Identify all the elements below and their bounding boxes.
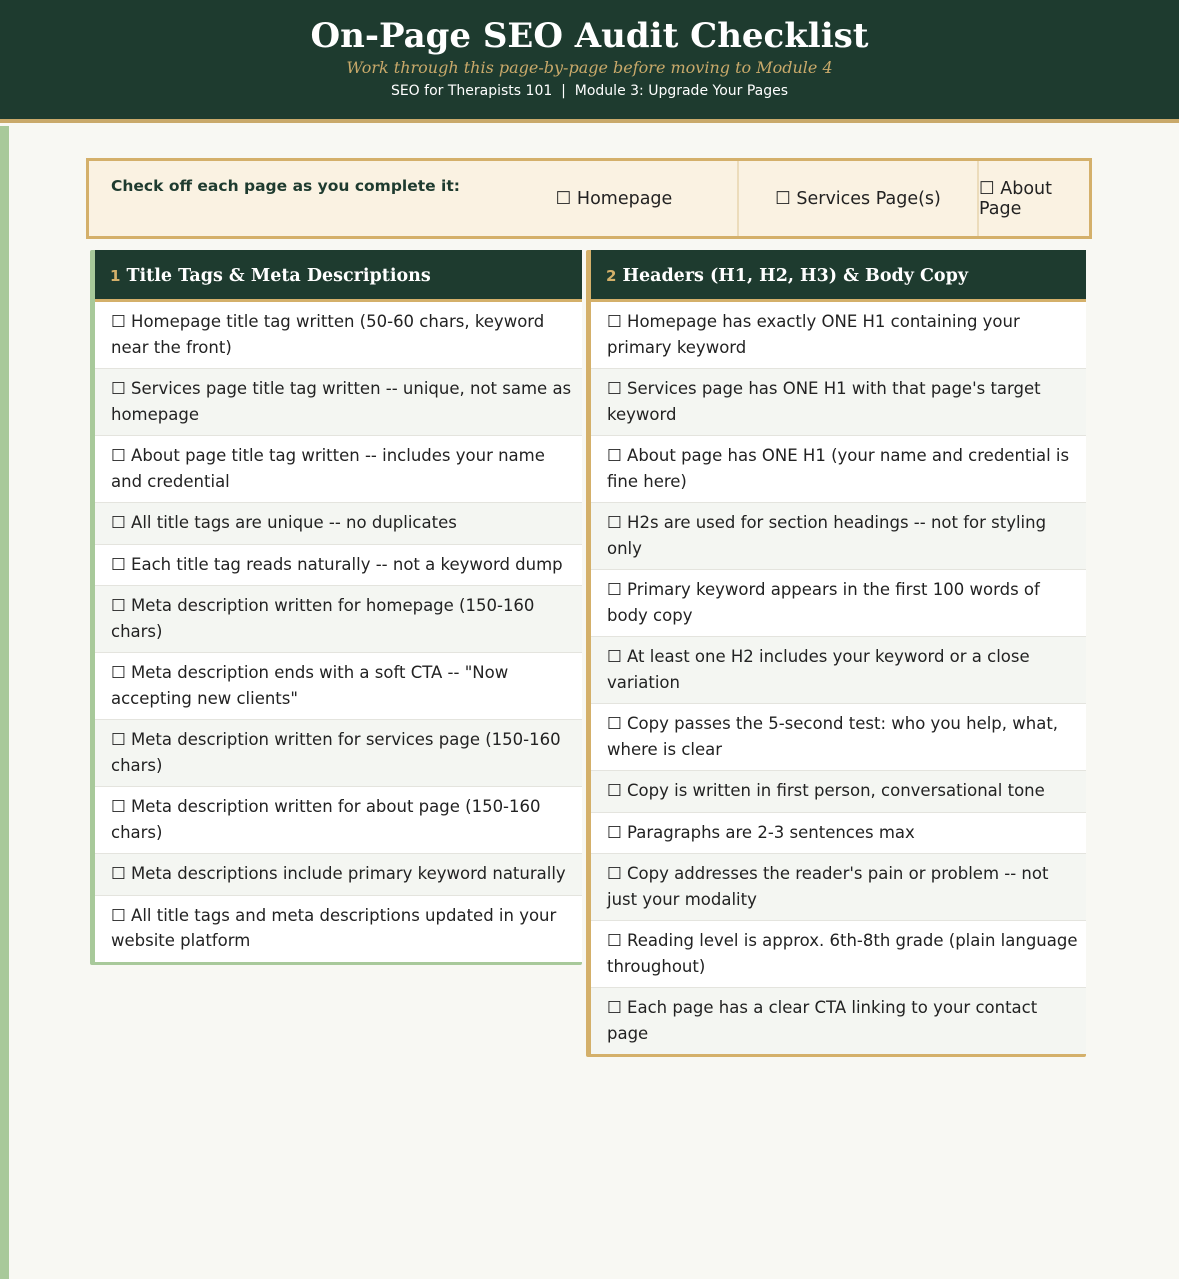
section-number: 1	[110, 267, 121, 285]
left-accent-strip	[0, 126, 9, 1279]
checklist-item[interactable]: ☐ Copy addresses the reader's pain or problem -- not just your modality	[591, 854, 1086, 921]
checklist-item[interactable]: ☐ Meta description ends with a soft CTA -- "Now accepting new clients"	[95, 653, 582, 720]
checklist-item[interactable]: ☐ About page has ONE H1 (your name and credential is fine here)	[591, 436, 1086, 503]
section-title: Headers (H1, H2, H3) & Body Copy	[622, 266, 968, 286]
checklist-item[interactable]: ☐ Homepage title tag written (50-60 chars, keyword near the front)	[95, 302, 582, 369]
checklist-item[interactable]: ☐ Primary keyword appears in the first 100 words of body copy	[591, 570, 1086, 637]
checklist-item[interactable]: ☐ Meta description written for homepage (150-160 chars)	[95, 586, 582, 653]
homepage-checkbox[interactable]: ☐ Homepage	[555, 188, 673, 209]
services-page-checkbox[interactable]: ☐ Services Page(s)	[737, 161, 977, 236]
page-header	[0, 0, 1179, 123]
checklist-item[interactable]: ☐ Each page has a clear CTA linking to your contact page	[591, 988, 1086, 1054]
checklist-item[interactable]: ☐ At least one H2 includes your keyword or a close variation	[591, 637, 1086, 704]
checklist-item[interactable]: ☐ H2s are used for section headings -- not for styling only	[591, 503, 1086, 570]
section-title: Title Tags & Meta Descriptions	[126, 266, 431, 286]
checklist-item[interactable]: ☐ Services page has ONE H1 with that page's target keyword	[591, 369, 1086, 436]
checklist-item[interactable]: ☐ Copy passes the 5-second test: who you help, what, where is clear	[591, 704, 1086, 771]
checklist-item[interactable]: ☐ Meta description written for about page (150-160 chars)	[95, 787, 582, 854]
checklist-item[interactable]: ☐ Meta description written for services page (150-160 chars)	[95, 720, 582, 787]
about-page-checkbox[interactable]: ☐ About Page	[977, 161, 1089, 236]
checklist-item[interactable]: ☐ All title tags are unique -- no duplicates	[95, 503, 582, 545]
checklist-item[interactable]: ☐ Copy is written in first person, conversational tone	[591, 771, 1086, 813]
page-subtitle: Work through this page-by-page before moving to Module 4	[346, 58, 833, 77]
section-headers-body-copy	[586, 250, 1086, 1057]
tracker-prompt: Check off each page as you complete it:	[111, 177, 460, 195]
course-module-label: SEO for Therapists 101 | Module 3: Upgrade Your Pages	[390, 83, 789, 99]
page-title: On-Page SEO Audit Checklist	[310, 16, 869, 56]
checklist-item[interactable]: ☐ Reading level is approx. 6th-8th grade (plain language throughout)	[591, 921, 1086, 988]
checklist-item[interactable]: ☐ Meta descriptions include primary keyword naturally	[95, 854, 582, 896]
checklist-item[interactable]: ☐ All title tags and meta descriptions updated in your website platform	[95, 896, 582, 962]
section-header	[591, 250, 1086, 302]
section-number: 2	[606, 267, 617, 285]
checklist-item[interactable]: ☐ About page title tag written -- includes your name and credential	[95, 436, 582, 503]
checklist-item[interactable]: ☐ Services page title tag written -- unique, not same as homepage	[95, 369, 582, 436]
page-completion-tracker	[86, 158, 1092, 239]
checklist-item[interactable]: ☐ Homepage has exactly ONE H1 containing your primary keyword	[591, 302, 1086, 369]
section-header	[95, 250, 582, 302]
checklist-item[interactable]: ☐ Each title tag reads naturally -- not a keyword dump	[95, 545, 582, 587]
section-title-tags-meta	[90, 250, 582, 965]
checklist-item[interactable]: ☐ Paragraphs are 2-3 sentences max	[591, 813, 1086, 855]
